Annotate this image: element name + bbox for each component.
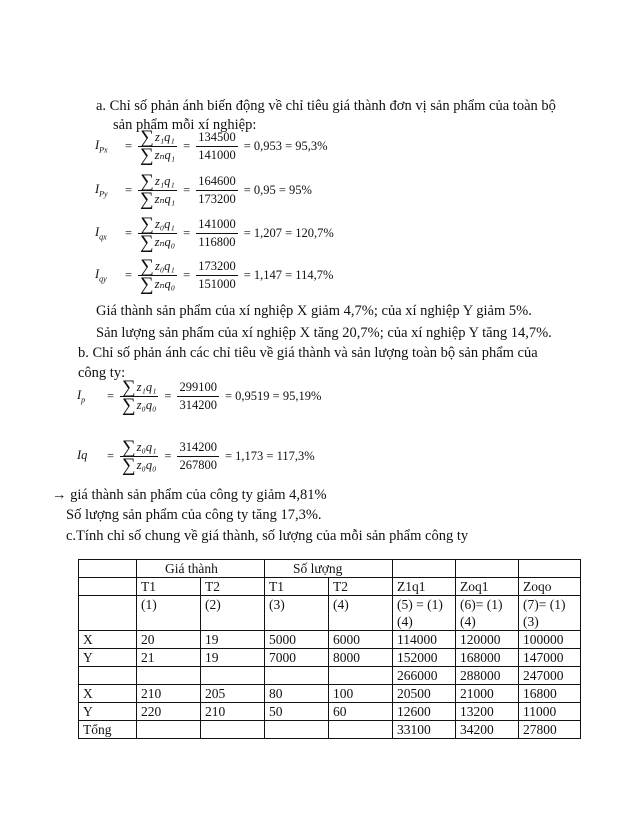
table-cell: 100 <box>329 685 393 703</box>
table-cell: 168000 <box>456 649 519 667</box>
table-cell <box>329 721 393 739</box>
table-cell: 12600 <box>393 703 456 721</box>
table-cell: 7000 <box>265 649 329 667</box>
formula-lhs: $I_{qy}$ <box>95 267 107 284</box>
formula-lhs: $I_{qx}$ <box>95 225 107 242</box>
table-cell: X <box>79 685 137 703</box>
table-cell: 33100 <box>393 721 456 739</box>
table-cell: 50 <box>265 703 329 721</box>
table-cell: 210 <box>137 685 201 703</box>
section-b-conclusion-price: → giá thành sản phẩm của công ty giảm 4,81% <box>52 487 327 503</box>
section-a-heading-line2: sản phẩm mỗi xí nghiệp: <box>113 117 257 133</box>
table-cell: 100000 <box>519 631 581 649</box>
table-cell: T1 <box>265 578 329 596</box>
table-header-row <box>79 578 581 596</box>
table-cell: Y <box>79 649 137 667</box>
table-cell <box>79 667 137 685</box>
table-cell <box>201 721 265 739</box>
section-a-heading-line1: a. Chỉ số phản ánh biến động về chỉ tiêu giá thành đơn vị sản phẩm của toàn bộ <box>96 98 556 114</box>
table-cell: 152000 <box>393 649 456 667</box>
table-cell <box>137 667 201 685</box>
formula-ipy: $I_{Py}$ = ∑ z₁q₁ ∑ zₙq₁ = $\frac{164600}{173200}$ = 0,95 = 95% <box>95 171 312 210</box>
table-cell <box>137 721 201 739</box>
formula-ip: $I_p$ = ∑ z₁q₁ ∑ z₀q₀ = $\frac{299100}{314200}$ = 0,9519 = 95,19% <box>77 377 322 416</box>
table-cell: 34200 <box>456 721 519 739</box>
table-cell: 20500 <box>393 685 456 703</box>
formula-lhs: $I_p$ <box>77 388 86 405</box>
table-cell: 288000 <box>456 667 519 685</box>
table-cell: 27800 <box>519 721 581 739</box>
section-a-conclusion-price: Giá thành sản phẩm của xí nghiệp X giảm 4,7%; của xí nghiệp Y giảm 5%. <box>96 303 532 319</box>
table-cell: 60 <box>329 703 393 721</box>
table-cell: 11000 <box>519 703 581 721</box>
table-cell <box>456 560 519 578</box>
table-cell: 5000 <box>265 631 329 649</box>
table-cell <box>201 667 265 685</box>
index-table <box>78 559 581 739</box>
table-cell: Y <box>79 703 137 721</box>
formula-iqy: $I_{qy}$ = ∑ z₀q₁ ∑ zₙq₀ = $\frac{173200}{151000}$ = 1,147 = 114,7% <box>95 256 334 295</box>
table-cell: 220 <box>137 703 201 721</box>
table-cell: 205 <box>201 685 265 703</box>
table-cell: X <box>79 631 137 649</box>
table-cell: T2 <box>201 578 265 596</box>
table-row <box>79 649 581 667</box>
table-group-header-quantity: Số lượng <box>265 560 393 578</box>
section-b-heading-line2: công ty: <box>78 365 126 381</box>
table-cell: 114000 <box>393 631 456 649</box>
table-cell <box>329 667 393 685</box>
table-cell: Zoq1 <box>456 578 519 596</box>
table-cell: (5) = (1) (4) <box>393 596 456 631</box>
table-cell: 266000 <box>393 667 456 685</box>
table-cell <box>79 560 137 578</box>
table-cell: 210 <box>201 703 265 721</box>
formula-lhs: Iq <box>77 448 88 463</box>
table-cell: 6000 <box>329 631 393 649</box>
table-group-header-row <box>79 560 581 578</box>
table-cell: 19 <box>201 649 265 667</box>
table-cell: 16800 <box>519 685 581 703</box>
table-cell: (1) <box>137 596 201 631</box>
section-c-heading: c.Tính chỉ số chung về giá thành, số lượng của mỗi sản phẩm công ty <box>66 528 469 544</box>
table-cell <box>79 596 137 631</box>
table-cell: (7)= (1) (3) <box>519 596 581 631</box>
table-cell: Tổng <box>79 721 137 739</box>
table-cell <box>519 560 581 578</box>
section-a-conclusion-output: Sản lượng sản phẩm của xí nghiệp X tăng 20,7%; của xí nghiệp Y tăng 14,7%. <box>96 325 552 341</box>
table-row <box>79 667 581 685</box>
table-cell: 21 <box>137 649 201 667</box>
table-cell: 20 <box>137 631 201 649</box>
table-cell: T1 <box>137 578 201 596</box>
formula-iq: Iq = ∑ z₀q₁ ∑ z₀q₀ = $\frac{314200}{267800}$ = 1,173 = 117,3% <box>77 437 315 476</box>
table-total-row <box>79 721 581 739</box>
table-cell: 80 <box>265 685 329 703</box>
table-cell <box>393 560 456 578</box>
formula-iqx: $I_{qx}$ = ∑ z₀q₁ ∑ zₙq₀ = $\frac{141000}{116800}$ = 1,207 = 120,7% <box>95 214 334 253</box>
table-group-header-price: Giá thành <box>137 560 265 578</box>
table-cell: 19 <box>201 631 265 649</box>
table-cell: Z1q1 <box>393 578 456 596</box>
table-cell: 247000 <box>519 667 581 685</box>
table-row <box>79 631 581 649</box>
table-cell: (3) <box>265 596 329 631</box>
table-row <box>79 685 581 703</box>
table-cell: 13200 <box>456 703 519 721</box>
table-cell: (4) <box>329 596 393 631</box>
table-header-row <box>79 596 581 631</box>
section-b-conclusion-output: Số lượng sản phẩm của công ty tăng 17,3%. <box>66 507 322 523</box>
table-cell: (2) <box>201 596 265 631</box>
table-cell <box>265 667 329 685</box>
table-cell: 8000 <box>329 649 393 667</box>
table-cell: 21000 <box>456 685 519 703</box>
formula-lhs: $I_{Px}$ <box>95 138 108 155</box>
table-cell: 120000 <box>456 631 519 649</box>
table-cell <box>265 721 329 739</box>
table-cell: (6)= (1) (4) <box>456 596 519 631</box>
table-cell: Zoqo <box>519 578 581 596</box>
table-cell <box>79 578 137 596</box>
table-cell: T2 <box>329 578 393 596</box>
formula-ipx: $I_{Px}$ = ∑ z₁q₁ ∑ zₙq₁ = $\frac{134500}{141000}$ = 0,953 = 95,3% <box>95 127 328 166</box>
table-cell: 147000 <box>519 649 581 667</box>
formula-lhs: $I_{Py}$ <box>95 182 108 199</box>
table-row <box>79 703 581 721</box>
section-b-heading-line1: b. Chỉ số phản ánh các chỉ tiêu về giá thành và sản lượng toàn bộ sản phẩm của <box>78 345 538 361</box>
